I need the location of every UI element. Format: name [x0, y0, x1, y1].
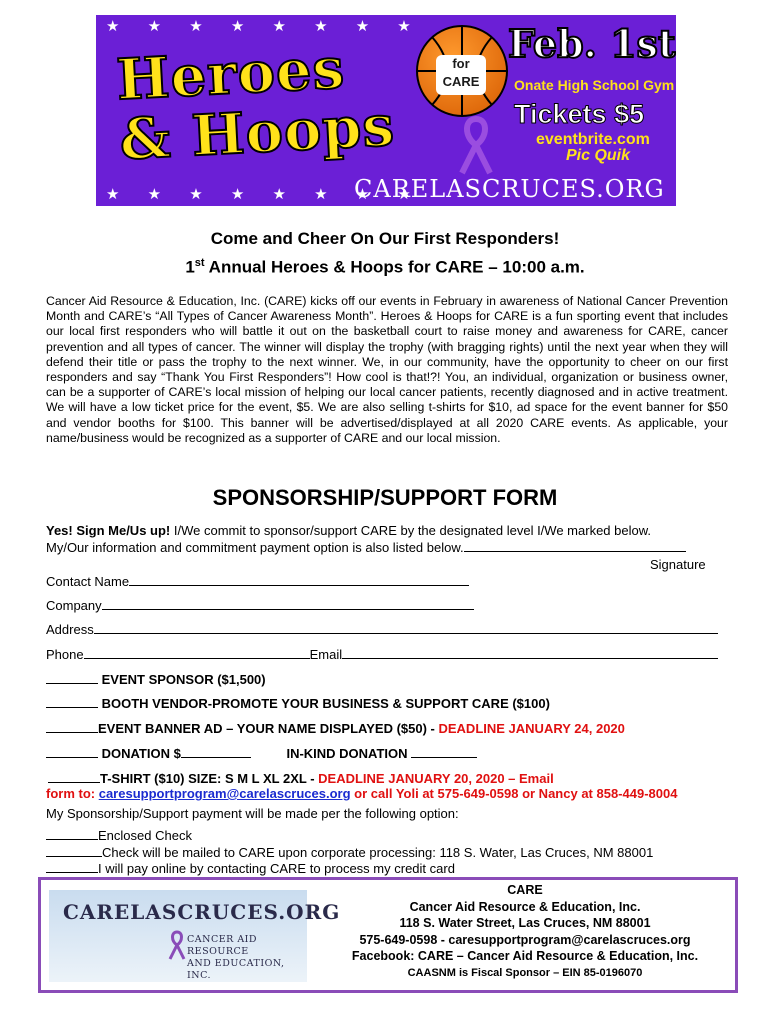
- ribbon-icon: [456, 115, 496, 175]
- payment-mail[interactable]: Check will be mailed to CARE upon corporate processing: 118 S. Water, Las Cruces, NM 88001: [46, 844, 653, 861]
- care-contact-info: CARE Cancer Aid Resource & Education, Inc. 118 S. Water Street, Las Cruces, NM 88001 575-649-0598 - caresupportprogram@carelascruces.org Facebook: CARE – Cancer Aid Resource & Education, Inc. CAASNM is Fiscal Sponsor – EIN 85-0196070: [351, 883, 699, 979]
- payment-online[interactable]: I will pay online by contacting CARE to process my credit card: [46, 860, 455, 877]
- signature-line[interactable]: [464, 539, 686, 552]
- contact-name-field[interactable]: Contact Name: [46, 573, 469, 590]
- heading-line2: 1st Annual Heroes & Hoops for CARE – 10:00 a.m.: [185, 257, 585, 277]
- banner-date: Feb. 1st: [508, 21, 676, 66]
- phone-email-row[interactable]: Phone Email: [46, 646, 718, 663]
- option-booth-vendor[interactable]: BOOTH VENDOR-PROMOTE YOUR BUSINESS & SUPPORT CARE ($100): [46, 695, 550, 712]
- commit-statement: Yes! Sign Me/Us up! I/We commit to sponsor/support CARE by the designated level I/We marked below. My/Our information and commitment payment option is also listed below.: [46, 523, 736, 556]
- tshirt-contact: form to: caresupportprogram@carelascruces.org or call Yoli at 575-649-0598 or Nancy at 858-449-8004: [46, 786, 678, 801]
- stars-decoration: ★ ★ ★ ★ ★ ★ ★ ★: [106, 18, 423, 35]
- signature-label: Signature: [650, 557, 706, 572]
- address-field[interactable]: Address: [46, 621, 718, 638]
- option-event-sponsor[interactable]: EVENT SPONSOR ($1,500): [46, 671, 266, 688]
- sponsor-logo: Pic Quik: [566, 147, 631, 164]
- option-donation[interactable]: DONATION $ IN-KIND DONATION: [46, 745, 477, 762]
- intro-paragraph: Cancer Aid Resource & Education, Inc. (CARE) kicks off our events in February in awareness of National Cancer Prevention Month and CARE’s “All Types of Cancer Awareness Month”. Heroes & Hoops for CARE is a fun sporting event that includes our local first responders who will battle it out on the basketball court to raise money and awareness for CARE, cancer prevention and all types of cancer. The winner will display the trophy (with bragging rights) until the next year when they will defend their title or pass the trophy to the next winner. We, in our community, have the opportunity to cheer on our first responders and say “Thank You First Responders”! How cool is that!?! You, an individual, organization or business owner, can be a supporter of CARE’s local mission of helping our local cancer patients, recently diagnosed and in active treatment. We will have a low ticket price for the event, $5. We are also selling t-shirts for $10, ad space for the event banner for $50 and vendor booths for $100. This banner will be advertised/displayed at all 2020 CARE events. As applicable, your name/business would be recognized as a supporter of CARE and our local mission.: [46, 294, 728, 445]
- email-link[interactable]: caresupportprogram@carelascruces.org: [98, 786, 351, 801]
- payment-intro: My Sponsorship/Support payment will be made per the following option:: [46, 806, 459, 821]
- care-logo: CARELASCRUCES.ORG CANCER AID RESOURCE AND EDUCATION, INC.: [49, 890, 307, 982]
- banner-title: Heroes & Hoops: [114, 35, 397, 174]
- ribbon-icon: [167, 930, 187, 960]
- banner-eventbrite: eventbrite.com: [536, 131, 650, 148]
- banner-site: CARELASCRUCES.ORG: [354, 175, 665, 203]
- option-tshirt[interactable]: T-SHIRT ($10) SIZE: S M L XL 2XL - DEADLINE JANUARY 20, 2020 – Email: [48, 770, 554, 787]
- stars-decoration: ★ ★ ★ ★ ★ ★ ★ ★: [106, 186, 423, 203]
- company-field[interactable]: Company: [46, 597, 474, 614]
- banner-venue: Onate High School Gym: [514, 77, 675, 93]
- option-banner-ad[interactable]: EVENT BANNER AD – YOUR NAME DISPLAYED ($50) - DEADLINE JANUARY 24, 2020: [46, 720, 625, 737]
- form-title: SPONSORSHIP/SUPPORT FORM: [212, 485, 558, 510]
- footer-contact-box: [38, 877, 738, 993]
- heading-line1: Come and Cheer On Our First Responders!: [210, 229, 560, 248]
- banner-tickets: Tickets $5: [514, 99, 645, 129]
- payment-check[interactable]: Enclosed Check: [46, 827, 192, 844]
- event-banner: [96, 15, 676, 206]
- for-care-badge: for CARE: [436, 55, 486, 95]
